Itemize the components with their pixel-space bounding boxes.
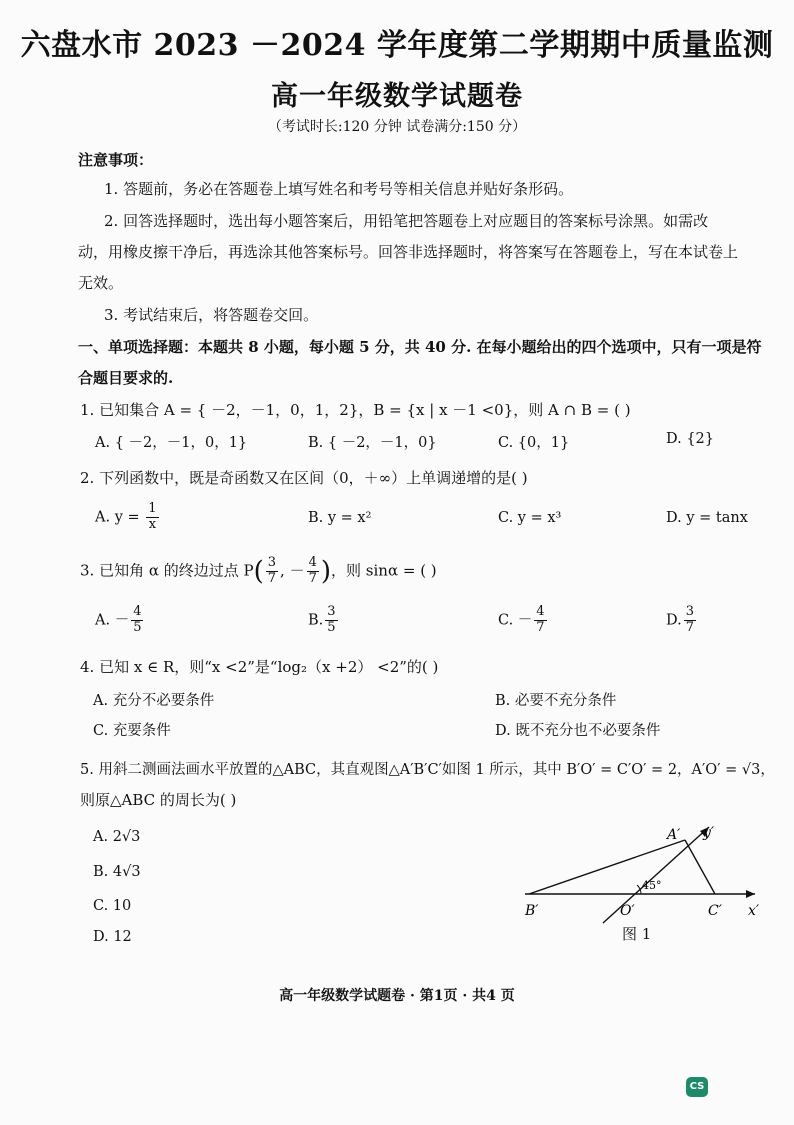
section-heading: 一、单项选择题：本题共 8 小题，每小题 5 分，共 40 分. 在每小题给出的四个选项中，只有一项是符 [78,338,762,356]
angle-label: 45° [642,879,662,892]
q3-option-c [498,605,549,636]
paren-right: ) [320,556,332,587]
fraction [534,605,546,636]
denominator: 7 [536,619,545,635]
fraction [131,605,143,636]
q3-option-b-prefix: B. [308,612,324,629]
q5-option-b: B. 4√3 [93,864,141,880]
q3-option-c-prefix: C. － [498,612,533,629]
note-item: 3. 考试结束后，将答题卷交回。 [104,306,319,324]
x-axis-label: x′ [748,903,760,919]
paren-left: ( [253,556,264,587]
numerator: 1 [148,501,157,516]
q5-option-d: D. 12 [93,929,132,945]
q3-stem-suffix: ，则 sinα = ( ) [331,561,437,580]
q2-option-b: B. y = x² [308,510,372,526]
q4-option-b: B. 必要不充分条件 [495,693,617,709]
figure-caption: 图 1 [622,925,652,943]
note-item: 无效。 [78,274,124,292]
q3-option-a-prefix: A. － [95,612,130,629]
exam-info: （考试时长:120 分钟 试卷满分:150 分） [267,119,527,135]
denominator: 7 [267,570,277,586]
q4-option-c: C. 充要条件 [93,723,171,739]
fraction [684,605,696,636]
q3-option-b [308,605,340,636]
segment-b-a [529,840,685,894]
point-b-label: B′ [525,903,539,919]
fraction [266,556,278,587]
segment-a-c [685,840,715,894]
q3-option-d [666,605,698,636]
exam-subtitle: 高一年级数学试题卷 [271,81,523,112]
question-4-stem: 4. 已知 x ∈ R，则“x <2”是“log₂（x +2） <2”的( ) [80,658,439,676]
q1-option-d: D. {2} [666,431,715,447]
question-2-stem: 2. 下列函数中，既是奇函数又在区间（0，＋∞）上单调递增的是( ) [80,469,528,487]
q2-option-c: C. y = x³ [498,510,562,526]
note-item: 1. 答题前，务必在答题卷上填写姓名和考号等相关信息并贴好条形码。 [104,180,574,198]
denominator: x [148,516,157,532]
numerator: 3 [685,604,694,619]
numerator: 3 [267,555,277,570]
numerator: 4 [536,604,545,619]
q2-option-a [95,502,161,533]
q1-option-b: B. { －2，－1，0} [308,435,437,451]
q4-option-a: A. 充分不必要条件 [93,693,215,709]
x-axis-arrow [746,890,755,898]
fraction [325,605,337,636]
camscanner-logo: CS [686,1077,708,1097]
note-item: 2. 回答选择题时，选出每小题答案后，用铅笔把答题卷上对应题目的答案标号涂黑。如需改 [104,212,709,230]
q5-option-c: C. 10 [93,898,132,914]
q3-stem-prefix: 3. 已知角 α 的终边过点 P [80,561,254,580]
question-5-stem-cont: 则原△ABC 的周长为( ) [80,791,237,809]
q1-option-a: A. { －2，－1，0，1} [95,435,248,451]
numerator: 3 [327,604,336,619]
denominator: 7 [308,570,317,586]
q3-option-a [95,605,145,636]
note-item: 动，用橡皮擦干净后，再选涂其他答案标号。回答非选择题时，将答案写在答题卷上，写在本试卷上 [78,243,739,261]
q3-option-d-prefix: D. [666,612,682,629]
q2-option-d: D. y = tanx [666,510,748,526]
question-5-stem: 5. 用斜二测画法画水平放置的△ABC，其直观图△A′B′C′如图 1 所示，其中 B′O′ = C′O′ = 2，A′O′ = √3， [80,762,775,778]
numerator: 4 [308,555,317,570]
fraction [307,556,319,587]
y-axis-line [603,827,709,923]
y-axis-label: y′ [703,825,715,841]
numerator: 4 [133,604,142,619]
notes-heading: 注意事项： [78,151,154,169]
point-c-label: C′ [708,903,722,919]
q3-point-sep: , － [280,561,305,580]
section-heading-cont: 合题目要求的. [78,369,174,387]
denominator: 5 [133,619,142,635]
page-footer: 高一年级数学试题卷 · 第1页 · 共4 页 [279,988,515,1004]
denominator: 7 [685,619,694,635]
point-a-label: A′ [667,827,681,843]
question-1-stem: 1. 已知集合 A = { －2，－1，0，1，2}，B = {x | x －1 <0}，则 A ∩ B = ( ) [80,401,631,419]
point-o-label: O′ [620,903,635,919]
fraction [146,502,158,533]
q4-option-d: D. 既不充分也不必要条件 [495,723,661,739]
q2-option-a-prefix: A. y = [95,509,140,526]
denominator: 5 [327,619,336,635]
q5-option-a: A. 2√3 [93,829,141,845]
q1-option-c: C. {0，1} [498,435,570,451]
question-3-stem [80,556,437,587]
exam-title: 六盘水市 2023 －2024 学年度第二学期期中质量监测 [20,28,774,63]
